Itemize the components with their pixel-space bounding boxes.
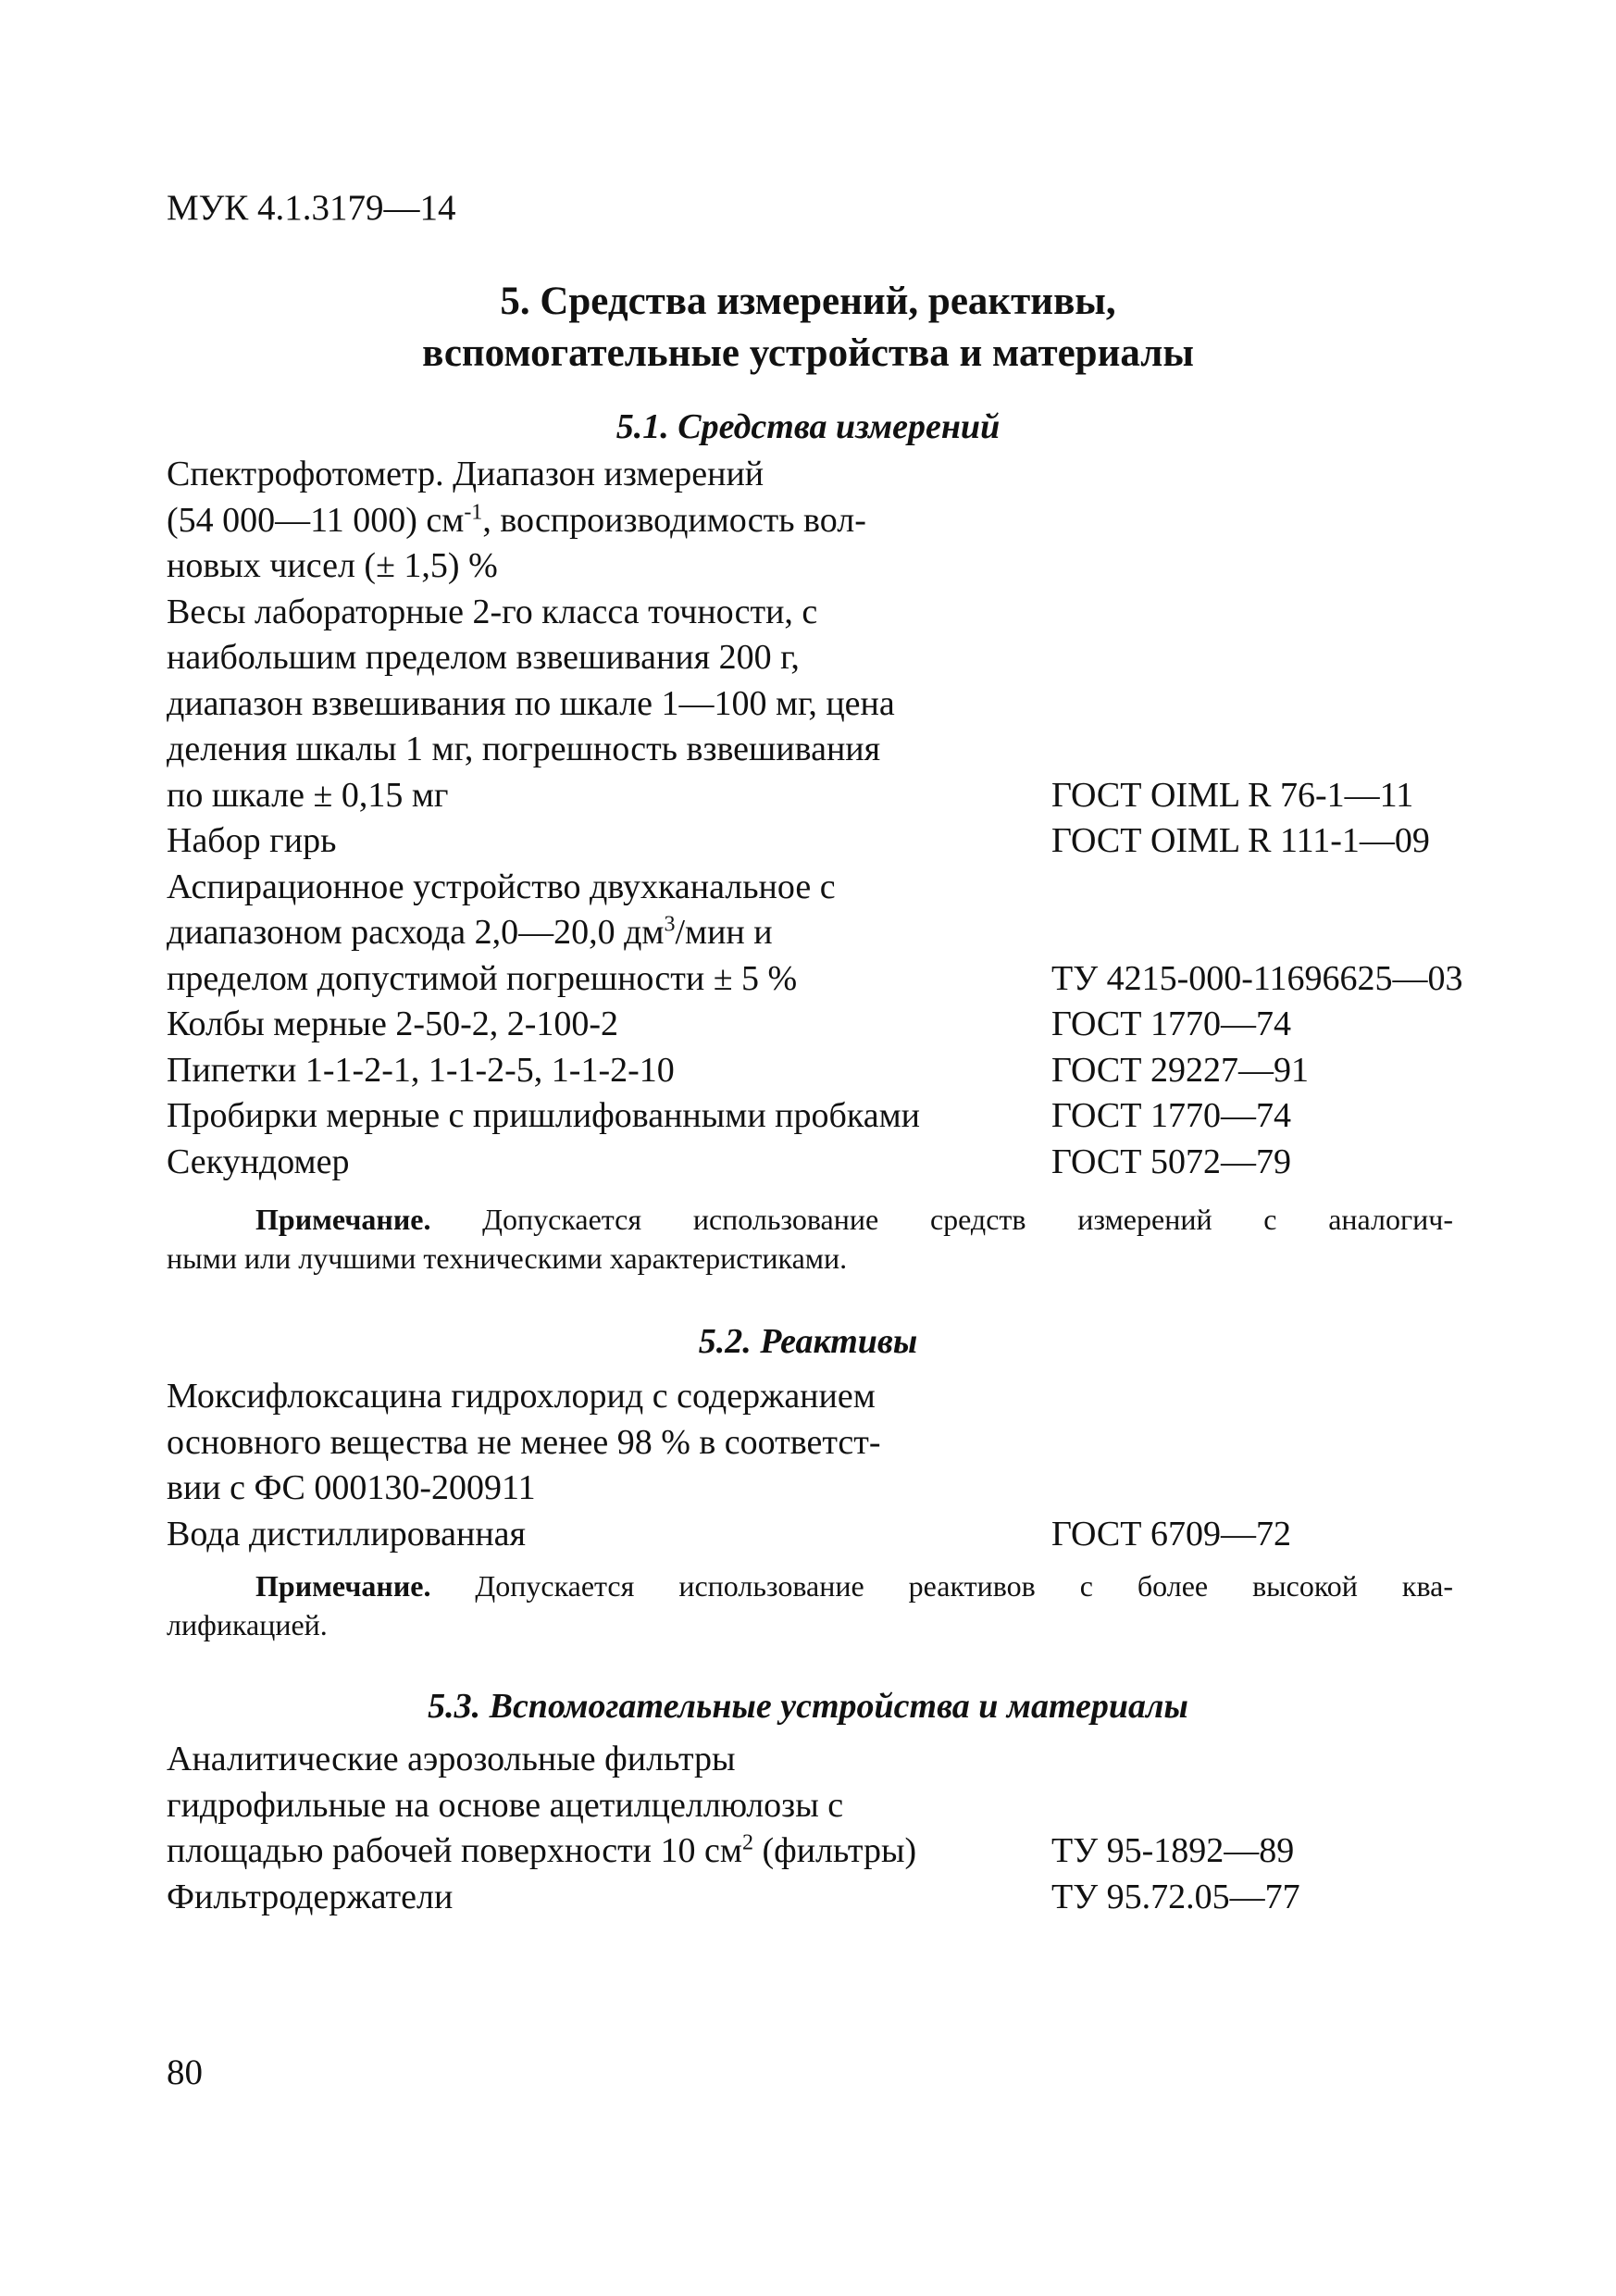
superscript: 2 (741, 1830, 753, 1855)
superscript: -1 (464, 499, 483, 524)
page-number: 80 (167, 2053, 203, 2092)
item-text-line: по шкале ± 0,15 мг (167, 775, 449, 815)
item-text-line: Моксифлоксацина гидрохлорид с содержанием (167, 1377, 876, 1416)
item-text-line: площадью рабочей поверхности 10 $см^2$ (фильтры) (167, 1830, 917, 1870)
note-measuring-instruments (167, 1200, 1453, 1278)
item-text-line: Аналитические аэрозольные фильтры (167, 1740, 736, 1778)
measuring-instruments-list (167, 452, 1481, 1185)
item-text-line: гидрофильные на основе ацетилцеллюлозы с (167, 1785, 844, 1825)
item-standard: ГОСТ OIML R 111-1—09 (1051, 821, 1430, 860)
superscript: 3 (664, 912, 676, 937)
subsection-heading-5-2: 5.2. Реактивы (698, 1322, 918, 1361)
item-text-line: диапазон взвешивания по шкале 1—100 мг, цена (167, 683, 895, 723)
note-text: ными или лучшими техническими характеристиками. (167, 1242, 848, 1275)
list-item (167, 818, 1481, 865)
item-standard: ТУ 95-1892—89 (1051, 1831, 1295, 1870)
item-text-line: (54 000—11 000) $см^{-1}$, воспроизводимость вол- (167, 499, 866, 540)
note-text: Допускается использование средств измерений с аналогич- (430, 1203, 1453, 1236)
list-item (167, 452, 1481, 590)
list-item (167, 1140, 1481, 1186)
note-text: лификацией. (167, 1608, 328, 1641)
item-text-line: Спектрофотометр. Диапазон измерений (167, 455, 764, 493)
item-text-line: наибольшим пределом взвешивания 200 г, (167, 638, 800, 677)
item-standard: ГОСТ 5072—79 (1051, 1142, 1291, 1181)
item-text-line: вии с ФС 000130-200911 (167, 1468, 536, 1507)
item-text-line: новых чисел (± 1,5) % (167, 546, 498, 585)
item-standard: ГОСТ 6709—72 (1051, 1514, 1291, 1554)
item-standard: ТУ 4215-000-11696625—03 (1051, 958, 1463, 998)
section-title (0, 276, 1616, 380)
reagents-list (167, 1374, 1481, 1557)
section-title-line-1: 5. Средства измерений, реактивы, (500, 280, 1116, 323)
list-item (167, 865, 1481, 1003)
list-item (167, 590, 1481, 819)
list-item (167, 1512, 1481, 1558)
item-standard: ГОСТ 29227—91 (1051, 1050, 1309, 1090)
note-text: Допускается использование реактивов с более высокой ква- (430, 1569, 1453, 1603)
note-label: Примечание. (255, 1203, 431, 1236)
item-text-line: Пипетки 1-1-2-1, 1-1-2-5, 1-1-2-10 (167, 1050, 675, 1090)
item-text-line: основного вещества не менее 98 % в соответст- (167, 1422, 881, 1462)
item-standard: ТУ 95.72.05—77 (1051, 1877, 1300, 1916)
item-text-line: Секундомер (167, 1142, 350, 1181)
item-text-line: Колбы мерные 2-50-2, 2-100-2 (167, 1004, 619, 1043)
item-text-line: Аспирационное устройство двухканальное с (167, 867, 836, 906)
note-label: Примечание. (255, 1569, 431, 1603)
list-item (167, 1002, 1481, 1048)
item-text-line: Фильтродержатели (167, 1877, 454, 1916)
item-text-line: Пробирки мерные с пришлифованными пробками (167, 1096, 920, 1135)
subsection-heading-5-1: 5.1. Средства измерений (615, 407, 1001, 446)
section-title-line-2: вспомогательные устройства и материалы (422, 331, 1194, 375)
item-text-line: диапазоном расхода 2,0—20,0 $дм^3$/мин и (167, 912, 773, 952)
item-text-line: деления шкалы 1 мг, погрешность взвешивания (167, 730, 881, 768)
item-text-line: Весы лабораторные 2-го класса точности, с (167, 592, 818, 631)
item-text-line: Набор гирь (167, 821, 337, 860)
item-standard: ГОСТ 1770—74 (1051, 1004, 1291, 1043)
item-text-line: пределом допустимой погрешности ± 5 % (167, 958, 798, 998)
item-standard: ГОСТ OIML R 76-1—11 (1051, 775, 1414, 815)
note-reagents (167, 1566, 1453, 1644)
list-item (167, 1374, 1481, 1512)
subsection-heading-5-3: 5.3. Вспомогательные устройства и материалы (428, 1687, 1188, 1726)
auxiliary-materials-list (167, 1737, 1481, 1920)
list-item (167, 1093, 1481, 1140)
item-standard: ГОСТ 1770—74 (1051, 1096, 1291, 1135)
list-item (167, 1737, 1481, 1875)
list-item (167, 1048, 1481, 1094)
list-item (167, 1875, 1481, 1921)
document-code: МУК 4.1.3179—14 (167, 188, 456, 228)
item-text-line: Вода дистиллированная (167, 1514, 527, 1554)
